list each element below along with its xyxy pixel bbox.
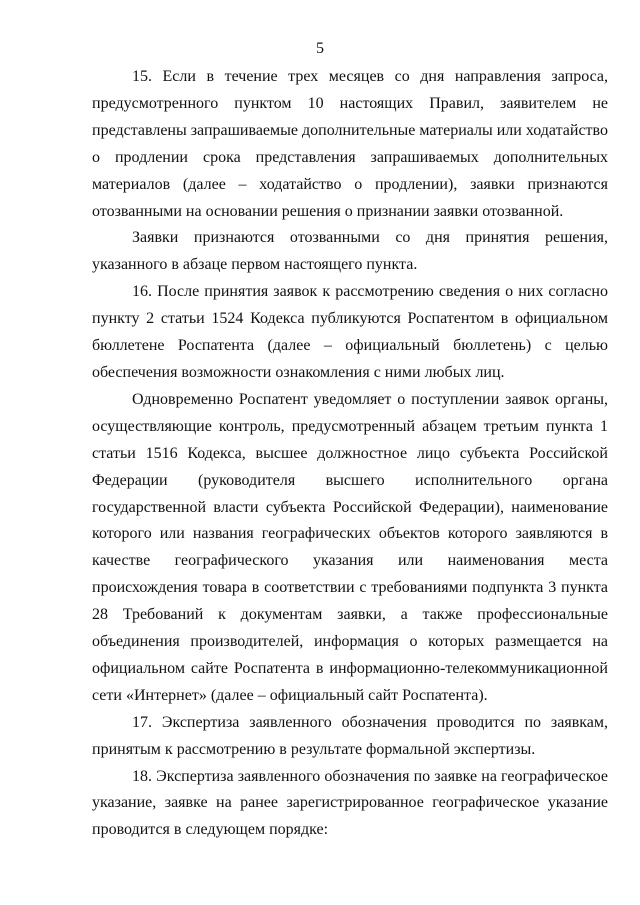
paragraph-15-withdrawal-date: Заявки признаются отозванными со дня принятия решения, указанного в абзаце первом настоящего пункта. [92, 229, 608, 274]
paragraph-16-notification: Одновременно Роспатент уведомляет о поступлении заявок органы, осуществляющие контроль, предусмотренный абзацем третьим пункта 1 статьи 1516 Кодекса, высшее должностное лицо субъекта Российской Федерации (руководителя высшего исполнительного органа государственной власти субъекта Российской Федерации), наименование которого или названия географических объектов которого заявляются в качестве географического указания или наименования места происхождения товара в соответствии с требованиями подпункта 3 пункта 28 Требований к документам заявки, а также профессиональные объединения производителей, информация о которых размещается на официальном сайте Роспатента в информационно-телекоммуникационной сети «Интернет» (далее – официальный сайт Роспатента). [92, 390, 608, 704]
page-number: 5 [316, 40, 324, 57]
paragraph-16: 16. После принятия заявок к рассмотрению сведения о них согласно пункту 2 статьи 1524 Кодекса публикуются Роспатентом в официальном бюллетене Роспатента (далее – официальный бюллетень) с целью обеспечения возможности ознакомления с ними любых лиц. [92, 283, 608, 381]
paragraph-15: 15. Если в течение трех месяцев со дня направления запроса, предусмотренного пунктом 10 настоящих Правил, заявителем не представлены запрашиваемые дополнительные материалы или ходатайство о продлении срока представления запрашиваемых дополнительных материалов (далее – ходатайство о продлении), заявки признаются отозванными на основании решения о признании заявки отозванной. [92, 68, 608, 220]
paragraph-17: 17. Экспертиза заявленного обозначения проводится по заявкам, принятым к рассмотрению в результате формальной экспертизы. [92, 713, 608, 758]
document-body [92, 64, 608, 844]
paragraph-18: 18. Экспертиза заявленного обозначения по заявке на географическое указание, заявке на ранее зарегистрированное географическое указание проводится в следующем порядке: [92, 767, 608, 839]
